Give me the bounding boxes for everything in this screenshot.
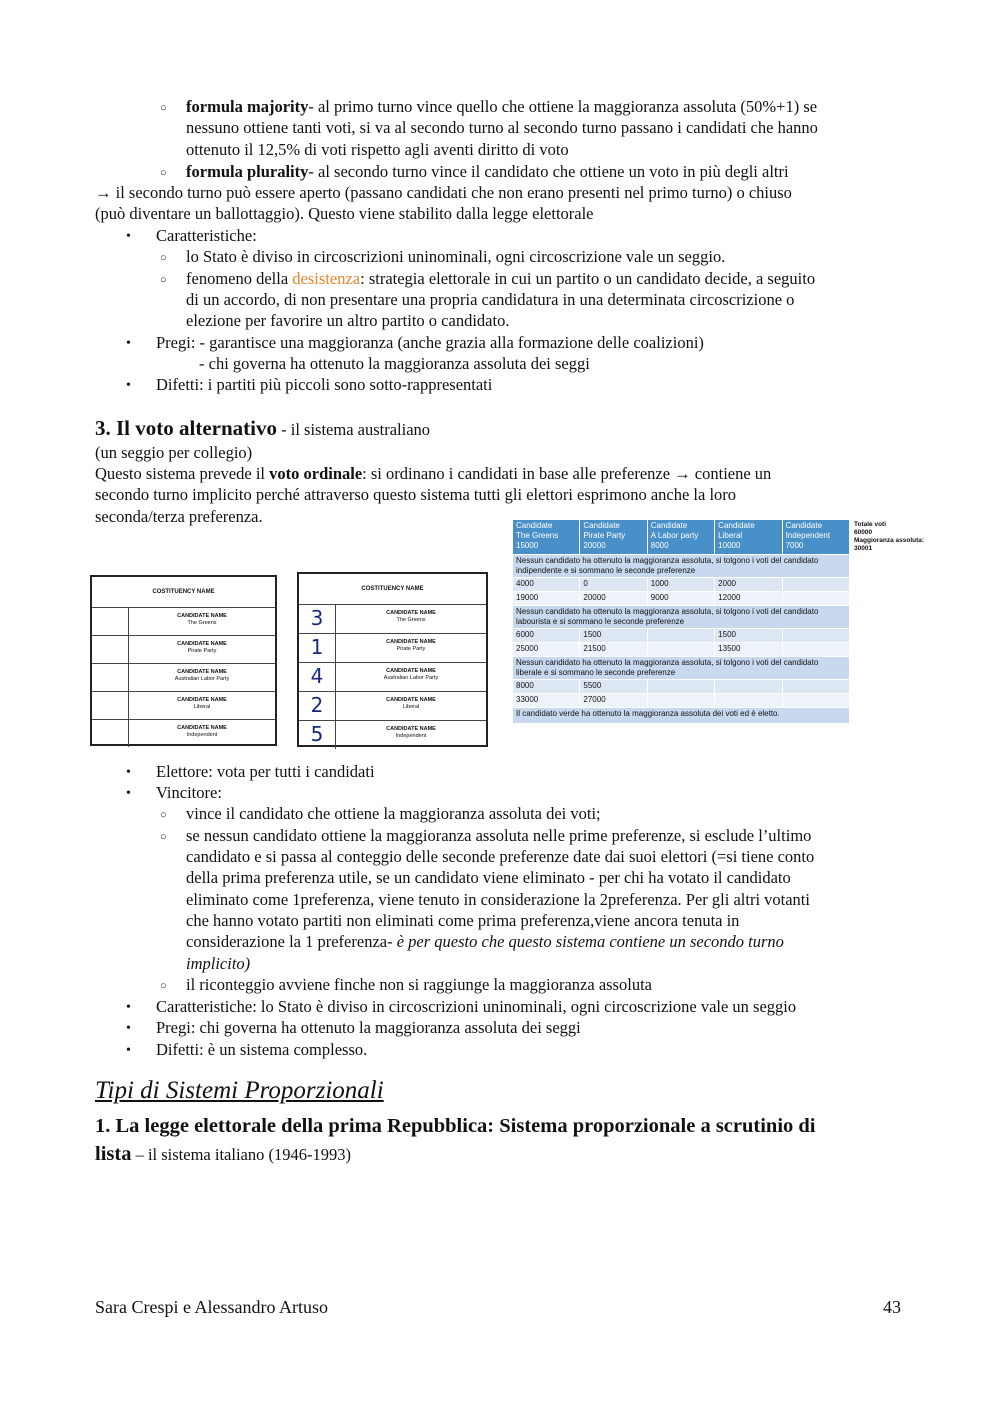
difetti2-line: Difetti: è un sistema complesso.: [156, 1040, 368, 1059]
ballot-row: CANDIDATE NAME Australian Labor Party: [92, 664, 275, 692]
section3-p-line-1: Questo sistema prevede il voto ordinale: si ordinano i candidati in base alle preferenze → contiene un: [95, 464, 772, 483]
table-row: 4000 0 1000 2000: [513, 578, 850, 592]
vincitore-sub3: il riconteggio avviene finche non si raggiunge la maggioranza assoluta: [186, 975, 652, 994]
table-row: Nessun candidato ha ottenuto la maggioranza assoluta, si tolgono i voti del candidato indipendente e si sommano le seconde preferenze: [513, 555, 850, 578]
ballot-row: 2 CANDIDATE NAME Liberal: [299, 692, 486, 721]
ballot-filled: [297, 572, 488, 747]
circle-bullet-icon: ○: [160, 831, 167, 843]
ballot-header: COSTITUENCY NAME: [92, 577, 275, 608]
ballot-row: CANDIDATE NAME Independent: [92, 720, 275, 747]
plurality-line: formula plurality- al secondo turno vince il candidato che ottiene un voto in più degli altri: [186, 162, 789, 181]
circle-bullet-icon: ○: [160, 980, 167, 992]
circle-bullet-icon: ○: [160, 274, 167, 286]
ballot-header: COSTITUENCY NAME: [299, 574, 486, 605]
bullet-icon: •: [126, 378, 131, 393]
bullet-icon: •: [126, 786, 131, 801]
bullet-icon: •: [126, 336, 131, 351]
caratt-sub2-line-1: fenomeno della desistenza: strategia elettorale in cui un partito o un candidato decide, a seguito: [186, 269, 816, 288]
circle-bullet-icon: ○: [160, 252, 167, 264]
majority-line-2: nessuno ottiene tanti voti, si va al secondo turno al secondo turno passano i candidati che hanno: [186, 118, 818, 137]
section3-sub: (un seggio per collegio): [95, 443, 253, 462]
preference-number: 4: [299, 663, 336, 691]
bullet-icon: •: [126, 1021, 131, 1036]
table-row: 25000 21500 13500: [513, 643, 850, 657]
section3-heading: 3. Il voto alternativo - il sistema australiano: [95, 416, 431, 440]
legge-heading-line-1: 1. La legge elettorale della prima Repubblica: Sistema proporzionale a scrutinio di: [95, 1115, 816, 1137]
table-row: 6000 1500 1500: [513, 629, 850, 643]
caratt-label: Caratteristiche:: [156, 226, 257, 245]
bullet-icon: •: [126, 765, 131, 780]
vincitore-sub2-line-4: eliminato come 1preferenza, viene tenuto in considerazione la 2preferenza. Per gli altri votanti: [186, 890, 810, 909]
difetti-line: Difetti: i partiti più piccoli sono sotto-rappresentati: [156, 375, 493, 394]
ballot-empty: [90, 575, 277, 746]
footer-authors: Sara Crespi e Alessandro Artuso: [95, 1297, 328, 1317]
ballot-row: CANDIDATE NAME Liberal: [92, 692, 275, 720]
table-header-cell: Candidate Pirate Party 20000: [580, 520, 647, 555]
preference-number: 2: [299, 692, 336, 720]
circle-bullet-icon: ○: [160, 167, 167, 179]
pregi-line-1: Pregi: - garantisce una maggioranza (anche grazia alla formazione delle coalizioni): [156, 333, 704, 352]
legge-heading-line-2: lista – il sistema italiano (1946-1993): [95, 1143, 351, 1165]
page-number: 43: [883, 1297, 901, 1317]
preference-number: 3: [299, 605, 336, 633]
table-header-cell: Candidate Independent 7000: [782, 520, 849, 555]
circle-bullet-icon: ○: [160, 809, 167, 821]
vincitore-sub1: vince il candidato che ottiene la maggioranza assoluta dei voti;: [186, 804, 601, 823]
ballot-row: 5 CANDIDATE NAME Independent: [299, 721, 486, 749]
caratt2-line: Caratteristiche: lo Stato è diviso in circoscrizioni uninominali, ogni circoscrizione vale un seggio: [156, 997, 797, 1016]
table-row: 8000 5500: [513, 680, 850, 694]
vincitore-sub2-line-7: implicito): [186, 954, 251, 973]
arrow-line-2: (può diventare un ballottaggio). Questo viene stabilito dalla legge elettorale: [95, 204, 594, 223]
vincitore-sub2-line-6: considerazione la 1 preferenza- è per questo che questo sistema contiene un secondo turno: [186, 932, 784, 951]
bullet-icon: •: [126, 229, 131, 244]
count-table: [512, 519, 850, 724]
caratt-sub1: lo Stato è diviso in circoscrizioni uninominali, ogni circoscrizione vale un seggio.: [186, 247, 726, 266]
vincitore-sub2-line-5: che hanno votato partiti non eliminati come prima preferenza,viene ancora tenuta in: [186, 911, 740, 930]
majority-line-3: ottenuto il 12,5% di voti rispetto agli aventi diritto di voto: [186, 140, 569, 159]
section3-p-line-3: seconda/terza preferenza.: [95, 507, 263, 526]
desistenza-term: desistenza: [292, 269, 361, 288]
caratt-sub2-line-2: di un accordo, di non presentare una propria candidatura in una determinata circoscrizione o: [186, 290, 795, 309]
proporzionali-title: Tipi di Sistemi Proporzionali: [95, 1077, 384, 1104]
table-header-cell: Candidate The Greens 15000: [513, 520, 580, 555]
preference-number: 5: [299, 721, 336, 749]
bullet-icon: •: [126, 1043, 131, 1058]
table-row: Nessun candidato ha ottenuto la maggioranza assoluta, si tolgono i voti del candidato labourista e si sommano le seconde preferenze: [513, 606, 850, 629]
table-row: 19000 20000 9000 12000: [513, 592, 850, 606]
table-header-row: [513, 520, 850, 555]
table-side-note: Totale voti 60000 Maggioranza assoluta: 30001: [854, 521, 925, 552]
vincitore-line: Vincitore:: [156, 783, 222, 802]
circle-bullet-icon: ○: [160, 102, 167, 114]
vincitore-sub2-line-3: della prima preferenza utile, se un candidato viene eliminato - per chi ha votato il candidato: [186, 868, 791, 887]
vincitore-sub2-line-2: candidato e si passa al conteggio delle seconde preferenze date dai suoi elettori (=si tiene conto: [186, 847, 815, 866]
ballot-row: CANDIDATE NAME The Greens: [92, 608, 275, 636]
table-row: 33000 27000: [513, 694, 850, 708]
table-row: Nessun candidato ha ottenuto la maggioranza assoluta, si tolgono i voti del candidato liberale e si sommano le seconde preferenze: [513, 657, 850, 680]
table-header-cell: Candidate A Labor party 8000: [647, 520, 714, 555]
majority-line-1: formula majority- al primo turno vince quello che ottiene la maggioranza assoluta (50%+1) se: [186, 97, 818, 116]
pregi2-line: Pregi: chi governa ha ottenuto la maggioranza assoluta dei seggi: [156, 1018, 581, 1037]
ballot-row: CANDIDATE NAME Pirate Party: [92, 636, 275, 664]
table-header-cell: Candidate Liberal 10000: [715, 520, 782, 555]
pregi-line-2: - chi governa ha ottenuto la maggioranza assoluta dei seggi: [199, 354, 590, 373]
section3-p-line-2: secondo turno implicito perché attraverso questo sistema tutti gli elettori esprimono anche la loro: [95, 485, 737, 504]
arrow-line-1: → il secondo turno può essere aperto (passano candidati che non erano presenti nel primo turno) o chiuso: [95, 183, 792, 202]
bullet-icon: •: [126, 1000, 131, 1015]
preference-number: 1: [299, 634, 336, 662]
ballot-row: 3 CANDIDATE NAME The Greens: [299, 605, 486, 634]
elettore-line: Elettore: vota per tutti i candidati: [156, 762, 375, 781]
ballot-row: 4 CANDIDATE NAME Australian Labor Party: [299, 663, 486, 692]
vincitore-sub2-line-1: se nessun candidato ottiene la maggioranza assoluta nelle prime preferenze, si esclude l’ultimo: [186, 826, 812, 845]
table-row: Il candidato verde ha ottenuto la maggioranza assoluta dei voti ed è eletto.: [513, 708, 850, 724]
ballot-row: 1 CANDIDATE NAME Pirate Party: [299, 634, 486, 663]
caratt-sub2-line-3: elezione per favorire un altro partito o candidato.: [186, 311, 510, 330]
